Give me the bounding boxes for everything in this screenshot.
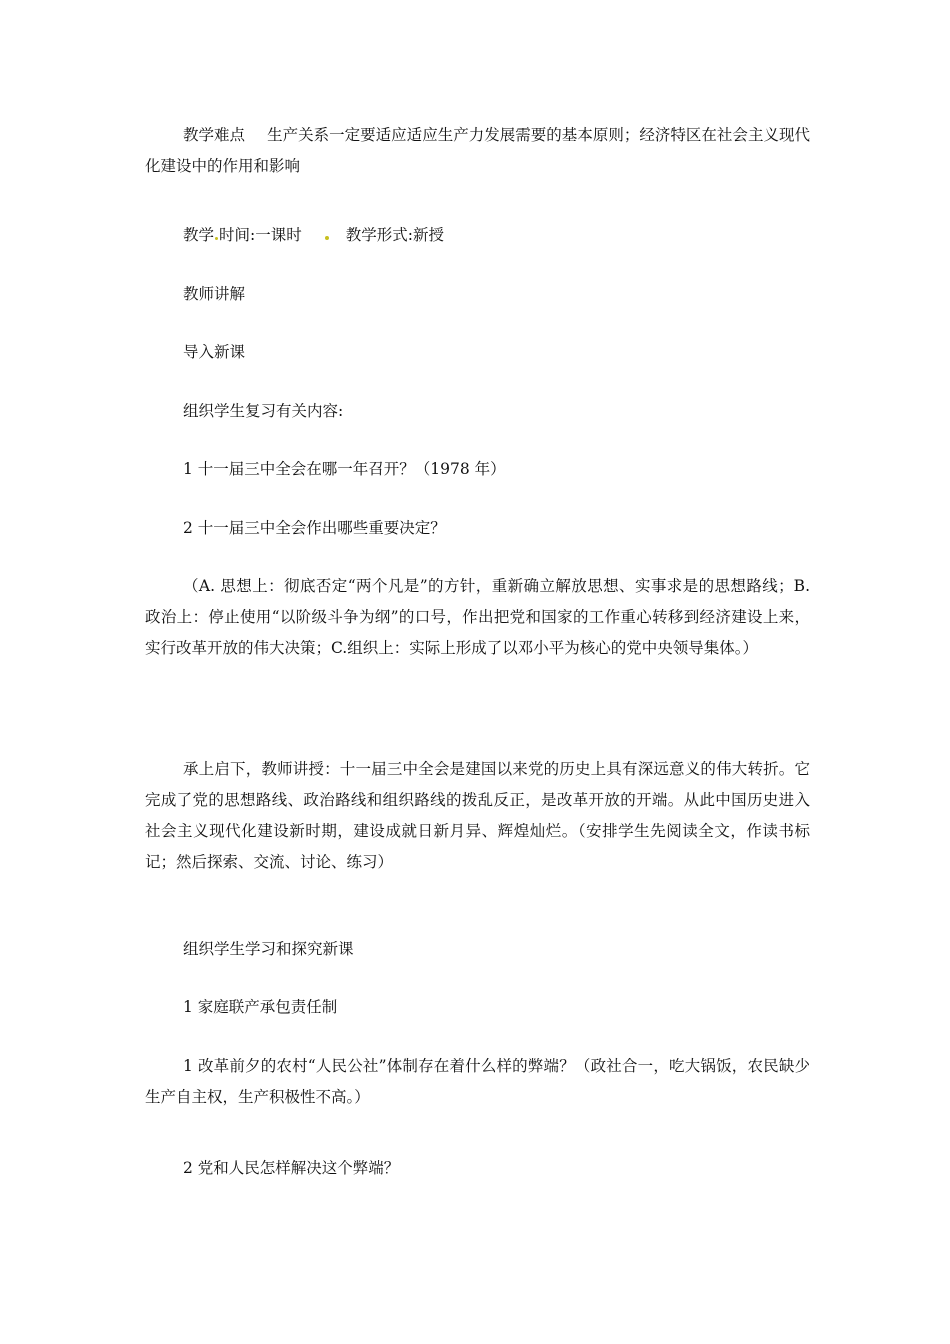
explore-heading: 组织学生学习和探究新课 <box>183 940 354 958</box>
transition-paragraph: 承上启下，教师讲授：十一届三中全会是建国以来党的历史上具有深远意义的伟大转折。它完成了党的思想路线、政治路线和组织路线的拨乱反正，是改革开放的开端。从此中国历史进入社会主义现代化建设新时期，建设成就日新月异、辉煌灿烂。（安排学生先阅读全文，作读书标记；然后探索、交流、讨论、练习） <box>145 760 810 871</box>
teaching-form: 教学形式:新授 <box>345 226 444 244</box>
section-1-question-2: 2 党和人民怎样解决这个弊端？ <box>183 1159 400 1177</box>
review-prompt: 组织学生复习有关内容: <box>183 402 344 420</box>
teaching-time-line <box>145 220 810 251</box>
section-1-question-1: 1 改革前夕的农村“人民公社”体制存在着什么样的弊端？（政社合一，吃大锅饭，农民缺少生产自主权，生产积极性不高。） <box>145 1057 810 1106</box>
teaching-time-part2: 时间:一课时 <box>219 226 302 244</box>
teaching-difficulty-paragraph <box>145 120 810 182</box>
answer-paragraph: （A. 思想上：彻底否定“两个凡是”的方针，重新确立解放思想、实事求是的思想路线；B. 政治上：停止使用“以阶级斗争为纲”的口号，作出把党和国家的工作重心转移到经济建设上来，实行改革开放的伟大决策；C.组织上：实际上形成了以邓小平为核心的党中央领导集体。） <box>145 577 810 657</box>
question-2: 2 十一届三中全会作出哪些重要决定？ <box>183 519 446 537</box>
teaching-difficulty-text: 生产关系一定要适应适应生产力发展需要的基本原则；经济特区在社会主义现代化建设中的作用和影响 <box>145 126 810 175</box>
teaching-time-part1: 教学 <box>183 226 215 244</box>
dot-mark <box>325 236 329 240</box>
section-1-heading: 1 家庭联产承包责任制 <box>183 998 338 1016</box>
question-1: 1 十一届三中全会在哪一年召开？（1978 年） <box>183 460 506 478</box>
dot-mark <box>215 237 218 240</box>
teaching-difficulty-label: 教学难点 <box>183 126 246 144</box>
teacher-explain-heading: 教师讲解 <box>183 285 246 303</box>
intro-heading: 导入新课 <box>183 343 246 361</box>
